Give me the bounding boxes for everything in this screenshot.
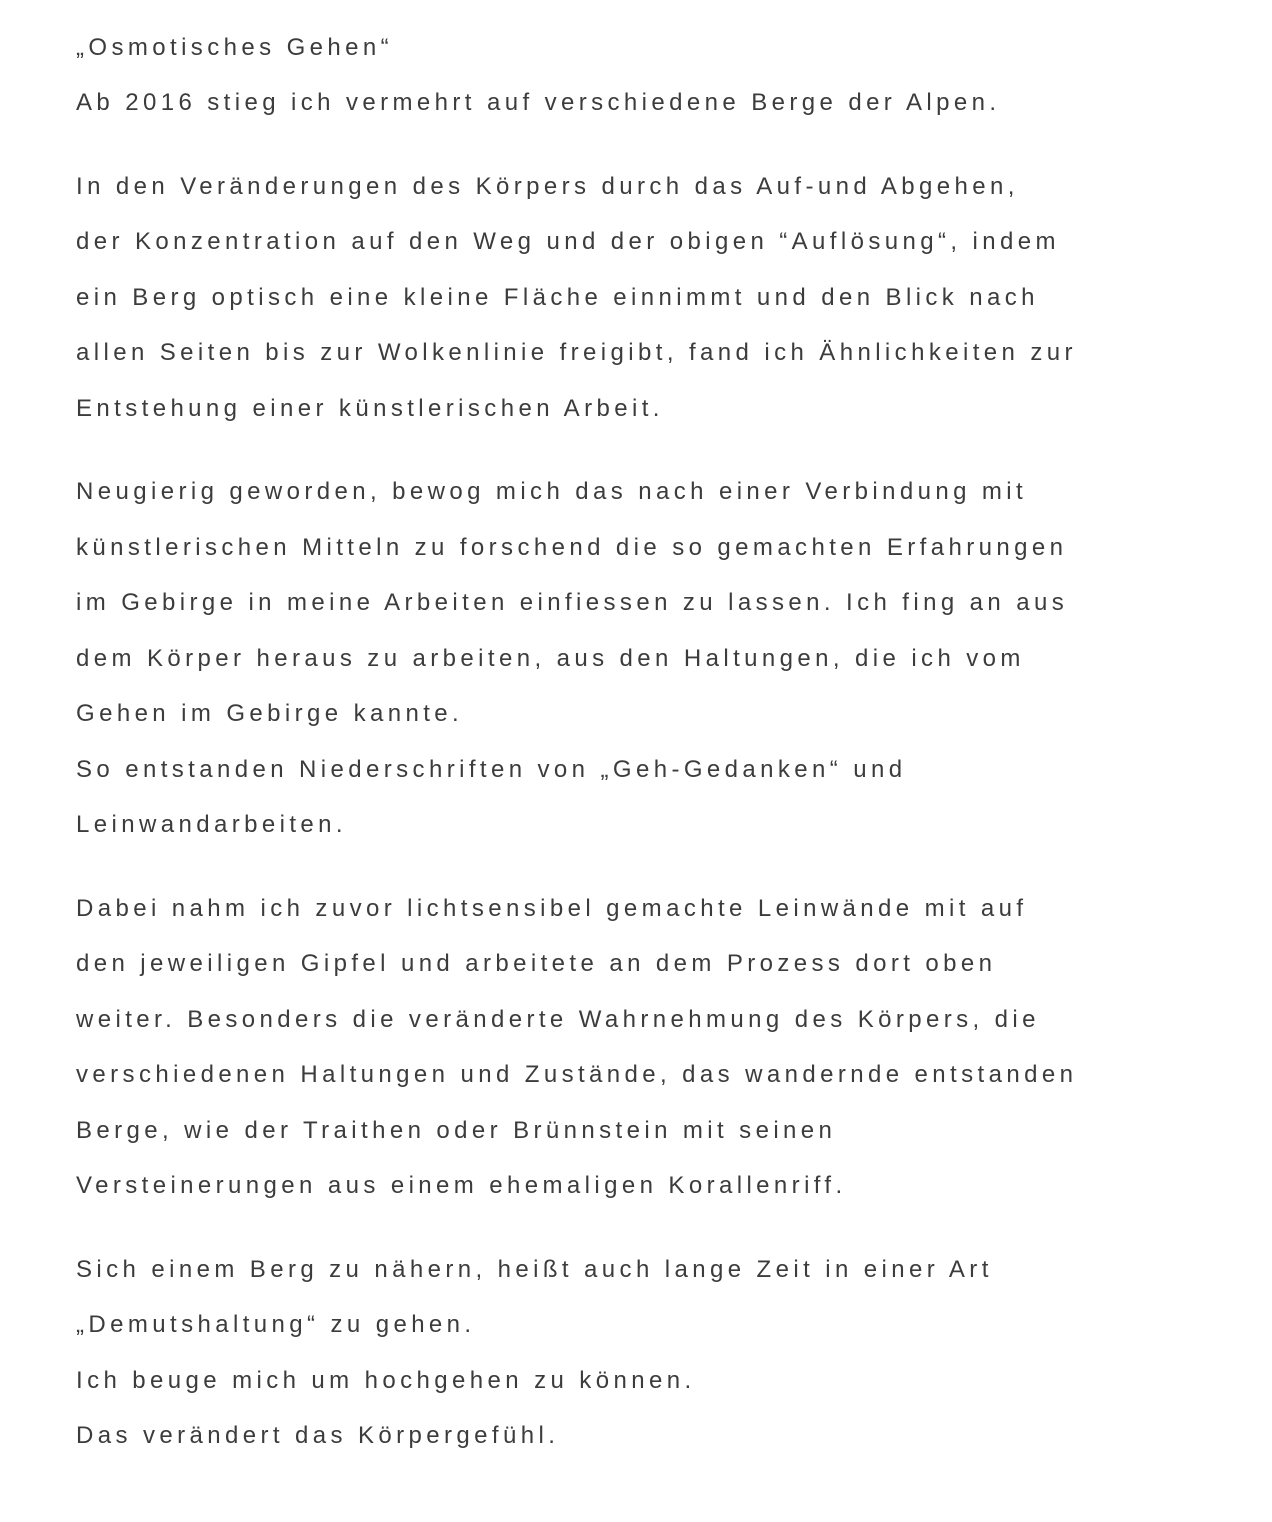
text-line: Ab 2016 stieg ich vermehrt auf verschiedene Berge der Alpen. xyxy=(76,89,1001,116)
paragraph-gap xyxy=(76,861,1256,889)
text-line: Ich beuge mich um hochgehen zu können. xyxy=(76,1366,696,1394)
text-line: Sich einem Berg zu nähern, heißt auch lange Zeit in einer Art xyxy=(76,1255,993,1283)
paragraph-gap xyxy=(76,1222,1256,1250)
article-title: „Osmotisches Gehen“ xyxy=(76,34,394,61)
text-line: künstlerischen Mitteln zu forschend die so gemachten Erfahrungen xyxy=(76,533,1068,561)
text-line: Das verändert das Körpergefühl. xyxy=(76,1422,560,1449)
text-line: Leinwandarbeiten. xyxy=(76,811,347,838)
text-line: Entstehung einer künstlerischen Arbeit. xyxy=(76,394,664,422)
text-line: So entstanden Niederschriften von „Geh-Gedanken“ und xyxy=(76,755,907,783)
text-line: der Konzentration auf den Weg und der obigen “Auflösung“, indem xyxy=(76,228,1060,255)
text-line: weiter. Besonders die veränderte Wahrnehmung des Körpers, die xyxy=(76,1005,1040,1033)
paragraph-gap xyxy=(76,139,1256,167)
text-line: dem Körper heraus zu arbeiten, aus den Haltungen, die ich vom xyxy=(76,644,1025,672)
text-line: im Gebirge in meine Arbeiten einfiessen zu lassen. Ich fing an aus xyxy=(76,589,1069,616)
article-body xyxy=(76,28,1256,1472)
paragraph-gap xyxy=(76,444,1256,472)
text-line: ein Berg optisch eine kleine Fläche einnimmt und den Blick nach xyxy=(76,283,1039,311)
text-line: „Demutshaltung“ zu gehen. xyxy=(76,1311,476,1338)
text-line: den jeweiligen Gipfel und arbeitete an dem Prozess dort oben xyxy=(76,950,997,977)
text-line: Berge, wie der Traithen oder Brünnstein mit seinen xyxy=(76,1116,837,1144)
text-line: Versteinerungen aus einem ehemaligen Korallenriff. xyxy=(76,1172,847,1199)
text-line: allen Seiten bis zur Wolkenlinie freigibt, fand ich Ähnlichkeiten zur xyxy=(76,339,1077,366)
text-line: Gehen im Gebirge kannte. xyxy=(76,700,464,727)
text-line: Dabei nahm ich zuvor lichtsensibel gemachte Leinwände mit auf xyxy=(76,894,1028,922)
text-line: Neugierig geworden, bewog mich das nach einer Verbindung mit xyxy=(76,478,1028,505)
text-line: In den Veränderungen des Körpers durch das Auf-und Abgehen, xyxy=(76,172,1019,200)
text-line: verschiedenen Haltungen und Zustände, das wandernde entstanden xyxy=(76,1061,1078,1088)
